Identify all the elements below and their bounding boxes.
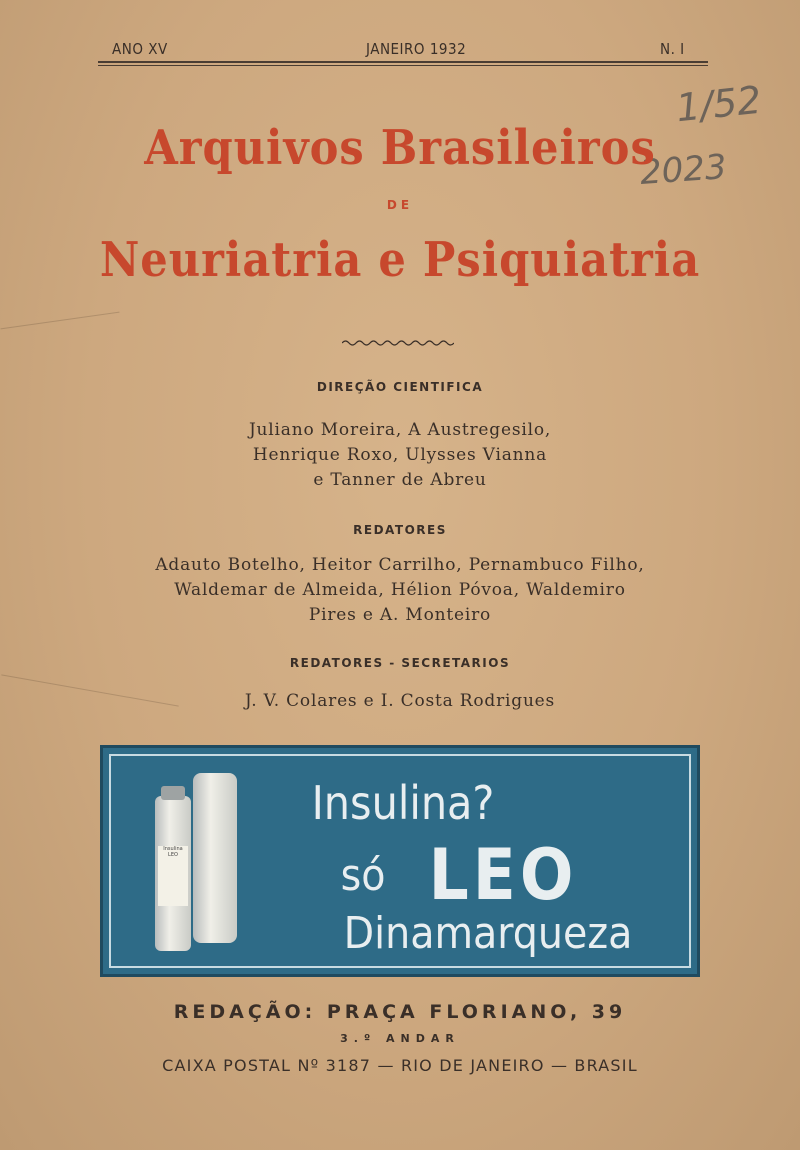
ad-headline: Insulina?: [311, 776, 495, 830]
name-line: Pires e A. Monteiro: [308, 605, 492, 625]
journal-title-connector: DE: [386, 198, 414, 212]
editorial-floor: 3.º ANDAR: [340, 1032, 460, 1045]
ad-text-so: só: [340, 850, 386, 901]
handwritten-note: 1/52: [673, 77, 764, 131]
ornament-divider: [342, 338, 454, 348]
issue-number: N. I: [660, 40, 685, 58]
redatores-names: [0, 553, 800, 628]
name-line: Waldemar de Almeida, Hélion Póvoa, Waldemiro: [174, 580, 626, 600]
section-heading-direcao: DIREÇÃO CIENTIFICA: [316, 380, 484, 394]
volume-label: ANO XV: [112, 40, 168, 58]
journal-title-line-1: Arquivos Brasileiros: [144, 120, 656, 176]
insulin-box-icon: [193, 773, 237, 943]
header-rule: [98, 61, 708, 63]
ad-tagline: Dinamarqueza: [343, 908, 633, 959]
section-heading-secretarios: REDATORES - SECRETARIOS: [289, 656, 511, 670]
name-line: Henrique Roxo, Ulysses Vianna: [252, 445, 548, 465]
header-bar: [98, 38, 708, 62]
insulin-advertisement: [100, 745, 700, 977]
vial-label: Insulina LEO: [158, 846, 188, 906]
paper-crease: [1, 312, 120, 330]
date-label: JANEIRO 1932: [366, 40, 467, 58]
name-line: Adauto Botelho, Heitor Carrilho, Pernambuco Filho,: [155, 555, 645, 575]
name-line: e Tanner de Abreu: [313, 470, 487, 490]
ad-brand-leo: LEO: [428, 834, 578, 916]
name-line: J. V. Colares e I. Costa Rodrigues: [244, 691, 556, 711]
section-heading-redatores: REDATORES: [353, 523, 447, 537]
postal-address: CAIXA POSTAL Nº 3187 — RIO DE JANEIRO — BRASIL: [162, 1056, 638, 1075]
secretarios-names: [0, 689, 800, 714]
name-line: Juliano Moreira, A Austregesilo,: [248, 420, 552, 440]
header-rule: [98, 65, 708, 66]
editorial-address: REDAÇÃO: PRAÇA FLORIANO, 39: [173, 1001, 627, 1023]
handwritten-note: 2023: [638, 147, 728, 193]
direcao-names: [0, 418, 800, 493]
journal-title-line-2: Neuriatria e Psiquiatria: [99, 232, 701, 288]
vial-cap: [161, 786, 185, 800]
insulin-vial-icon: [155, 796, 191, 951]
